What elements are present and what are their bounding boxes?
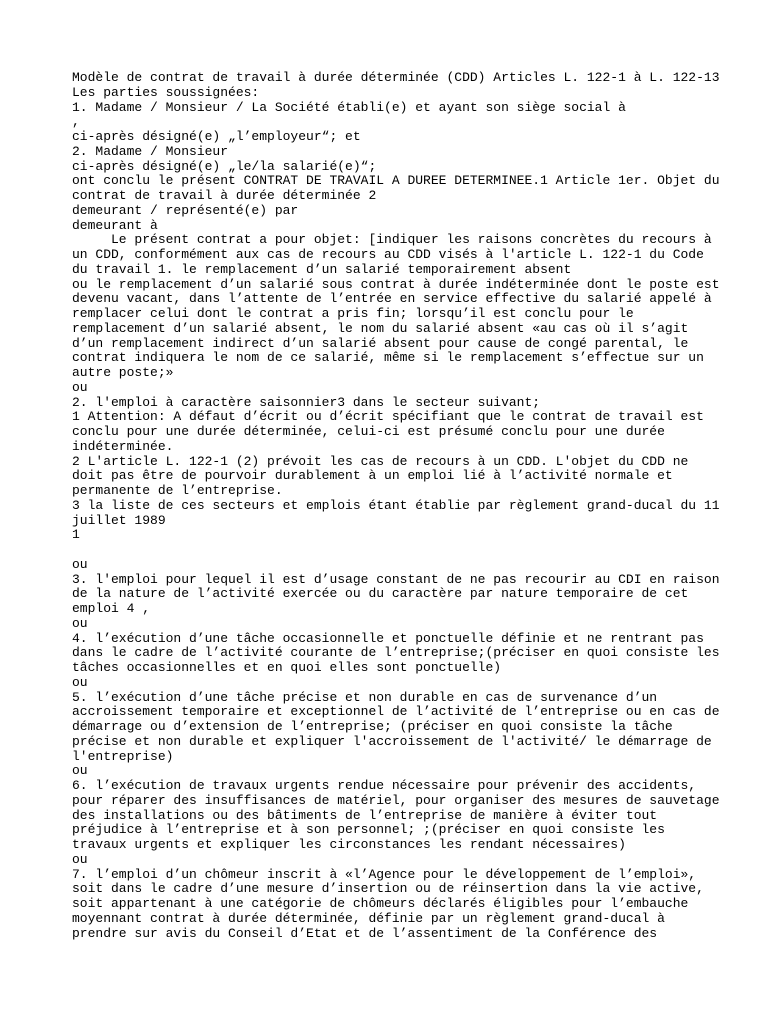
text-line: ou xyxy=(72,763,88,779)
text-line: Le présent contrat a pour objet: [indiquer les raisons concrètes du recours à xyxy=(72,232,712,248)
text-line: , xyxy=(72,114,80,130)
text-line: 2. Madame / Monsieur xyxy=(72,143,229,159)
text-line: 3. l'emploi pour lequel il est d’usage constant de ne pas recourir au CDI en raison xyxy=(72,571,720,587)
text-line: 2 L'article L. 122-1 (2) prévoit les cas de recours à un CDD. L'objet du CDD ne xyxy=(72,453,689,469)
text-line: conclu pour une durée déterminée, celui-ci est présumé conclu pour une durée xyxy=(72,424,665,439)
text-line: 2. l'emploi à caractère saisonnier3 dans le secteur suivant; xyxy=(72,394,541,410)
text-line: ou xyxy=(72,379,88,395)
text-line: soit appartenant à une catégorie de chômeurs déclarés éligibles pour l’embauche xyxy=(72,896,689,911)
text-line: 4. l’exécution d’une tâche occasionnelle et ponctuelle définie et ne rentrant pas xyxy=(72,630,704,646)
text-line: Modèle de contrat de travail à durée déterminée (CDD) Articles L. 122-1 à L. 122-13 xyxy=(72,70,720,85)
text-line: juillet 1989 xyxy=(72,512,166,528)
text-line: d’un remplacement indirect d’un salarié absent pour cause de congé parental, le xyxy=(72,335,689,351)
text-line: pour réparer des insuffisances de matériel, pour organiser des mesures de sauvetage xyxy=(72,792,720,808)
text-line: des installations ou des bâtiments de l’entreprise de manière à éviter tout xyxy=(72,807,658,823)
text-line: emploi 4 , xyxy=(72,601,151,616)
text-line: contrat indiquera le nom de ce salarié, même si le remplacement s’effectue sur un xyxy=(72,350,704,366)
text-line: ou xyxy=(72,674,88,690)
text-line: ou xyxy=(72,851,88,867)
text-line: moyennant contrat à durée déterminée, définie par un règlement grand-ducal à xyxy=(72,910,665,926)
text-line: ont conclu le présent CONTRAT DE TRAVAIL A DUREE DETERMINEE.1 Article 1er. Objet du xyxy=(72,173,720,189)
text-line: prendre sur avis du Conseil d’Etat et de l’assentiment de la Conférence des xyxy=(72,925,658,941)
text-line: remplacer celui dont le contrat a pris fin; lorsqu’il est conclu pour le xyxy=(72,306,634,321)
text-line: soit dans le cadre d’une mesure d’insertion ou de réinsertion dans la vie active, xyxy=(72,881,704,897)
text-line: doit pas être de pourvoir durablement à un emploi lié à l’activité normale et xyxy=(72,468,673,484)
text-line: ci-après désigné(e) „l’employeur“; et xyxy=(72,129,361,144)
text-line: préjudice à l’entreprise et à son personnel; ;(préciser en quoi consiste les xyxy=(72,822,665,838)
text-line: 1 Attention: A défaut d’écrit ou d’écrit spécifiant que le contrat de travail est xyxy=(72,409,704,425)
text-line: tâches occasionnelles et en quoi elles sont ponctuelle) xyxy=(72,660,502,675)
text-line: demeurant à xyxy=(72,217,158,233)
text-line: de la nature de l’activité exercée ou du caractère par nature temporaire de cet xyxy=(72,586,689,602)
text-line: indéterminée. xyxy=(72,438,174,454)
text-line: remplacement d’un salarié absent, le nom du salarié absent «au cas où il s’agit xyxy=(72,320,689,336)
text-line: ci-après désigné(e) „le/la salarié(e)“; xyxy=(72,158,377,174)
text-line: permanente de l’entreprise. xyxy=(72,483,283,498)
text-line: 1 xyxy=(72,527,80,543)
text-line: devenu vacant, dans l’attente de l’entrée en service effective du salarié appelé à xyxy=(72,291,712,307)
text-line: 3 la liste de ces secteurs et emplois étant établie par règlement grand-ducal du 11 xyxy=(72,497,720,513)
text-line: demeurant / représenté(e) par xyxy=(72,202,299,218)
text-line: Les parties soussignées: xyxy=(72,84,260,100)
text-line: 6. l’exécution de travaux urgents rendue nécessaire pour prévenir des accidents, xyxy=(72,778,697,793)
text-line: 7. l’emploi d’un chômeur inscrit à «l’Agence pour le développement de l’emploi», xyxy=(72,866,697,882)
text-line xyxy=(72,543,704,558)
text-line: 5. l’exécution d’une tâche précise et non durable en cas de survenance d’un xyxy=(72,689,658,705)
contract-text xyxy=(72,70,720,941)
text-line: du travail 1. le remplacement d’un salarié temporairement absent xyxy=(72,261,572,277)
text-line: travaux urgents et expliquer les circonstances les rendant nécessaires) xyxy=(72,837,626,852)
text-line: dans le cadre de l’activité courante de l’entreprise;(préciser en quoi consiste les xyxy=(72,645,720,661)
text-line: démarrage ou d’extension de l’entreprise; (préciser en quoi consiste la tâche xyxy=(72,719,673,734)
text-line: un CDD, conformément aux cas de recours au CDD visés à l'article L. 122-1 du Code xyxy=(72,247,704,262)
text-line: précise et non durable et expliquer l'accroissement de l'activité/ le démarrage de xyxy=(72,733,712,749)
text-line: ou xyxy=(72,615,88,631)
text-line: autre poste;» xyxy=(72,365,174,380)
text-line: accroissement temporaire et exceptionnel de l’activité de l’entreprise ou en cas de xyxy=(72,704,720,720)
text-line: contrat de travail à durée déterminée 2 xyxy=(72,188,377,203)
text-line: l'entreprise) xyxy=(72,748,174,764)
text-line: 1. Madame / Monsieur / La Société établi(e) et ayant son siège social à xyxy=(72,99,626,115)
text-line: ou xyxy=(72,556,88,572)
text-line: ou le remplacement d’un salarié sous contrat à durée indéterminée dont le poste est xyxy=(72,276,720,292)
